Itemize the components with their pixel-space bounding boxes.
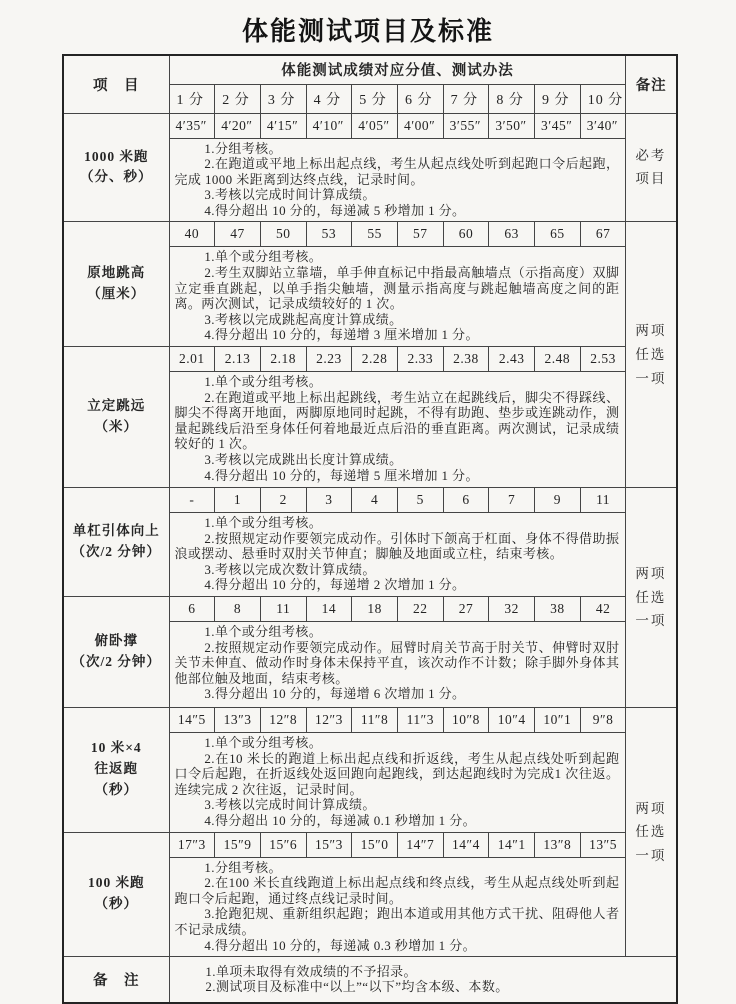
score-value: 4′15″ (260, 113, 306, 138)
method-step: 2.按照规定动作要领完成动作。屈臂时肩关节高于肘关节、伸臂时双肘关节未伸直、做动作时身体未保持平直，该次动作不计数；除手脚外身体其他部位触及地面，结束考核。 (174, 639, 620, 686)
method-step: 1.分组考核。 (204, 140, 282, 156)
score-value: 60 (443, 222, 489, 247)
remark-required-item (626, 113, 677, 222)
score-value: 13″3 (215, 708, 261, 733)
score-value: 11 (580, 488, 626, 513)
score-value: 47 (215, 222, 261, 247)
item-column-header: 项 目 (63, 55, 169, 113)
score-col-header: 10 分 (580, 84, 626, 113)
test-method-shuttle-run (169, 733, 626, 833)
score-value: 4′10″ (306, 113, 352, 138)
score-value: 27 (443, 597, 489, 622)
score-value: 14″5 (169, 708, 215, 733)
score-value: 10″8 (443, 708, 489, 733)
score-col-header: 5 分 (352, 84, 398, 113)
score-value: 14″4 (443, 832, 489, 857)
item-label-standing-long-jump (63, 347, 169, 488)
score-value: 3 (306, 488, 352, 513)
score-value: 3′55″ (443, 113, 489, 138)
score-col-header: 7 分 (443, 84, 489, 113)
score-value: 2.48 (535, 347, 581, 372)
score-value: 6 (169, 597, 215, 622)
method-step: 3.考核以完成时间计算成绩。 (204, 187, 376, 203)
score-value: 2.43 (489, 347, 535, 372)
item-unit: （秒） (94, 782, 138, 798)
score-value: 55 (352, 222, 398, 247)
score-value: 67 (580, 222, 626, 247)
score-value: 2.13 (215, 347, 261, 372)
score-value: 2.28 (352, 347, 398, 372)
score-value: 12″3 (306, 708, 352, 733)
item-label-100m-run (63, 832, 169, 957)
values-row-push-ups (63, 597, 677, 622)
remark-choose-one-of-two (626, 488, 677, 708)
method-step: 3.考核以完成时间计算成绩。 (204, 797, 376, 813)
item-name: 往返跑 (94, 761, 138, 777)
item-name: 原地跳高 (87, 265, 146, 281)
footer-note: 1.单项未取得有效成绩的不予招录。 (205, 963, 417, 979)
values-row-pull-ups (63, 488, 677, 513)
footer-note: 2.测试项目及标准中“以上”“以下”均含本级、本数。 (205, 979, 509, 995)
score-value: 14 (306, 597, 352, 622)
test-method-push-ups (169, 622, 626, 708)
score-value: 4′05″ (352, 113, 398, 138)
score-col-header: 6 分 (397, 84, 443, 113)
remark-text: 两项任选一项 (635, 800, 667, 863)
values-row-100m (63, 832, 677, 857)
score-value: 32 (489, 597, 535, 622)
item-unit: （米） (94, 419, 138, 435)
item-name: 立定跳远 (87, 398, 146, 414)
method-step: 2.在跑道或平地上标出起点线，考生从起点线处听到起跑口令后起跑，完成 1000 米距离到达终点线，记录时间。 (174, 156, 620, 187)
method-step: 4.得分超出 10 分的，每递增 2 次增加 1 分。 (204, 577, 466, 593)
score-value: 4 (352, 488, 398, 513)
score-col-header: 3 分 (260, 84, 306, 113)
footer-remark-row (63, 957, 677, 1003)
method-step: 2.考生双脚站立靠墙，单手伸直标记中指最高触墙点（示指高度）双脚立定垂直跳起，以单手指尖触墙，测量示指高度与跳起触墙高度之间的距离。两次测试，记录成绩较好的 1 次。 (174, 265, 620, 312)
header-row-1 (63, 55, 677, 84)
item-label-shuttle-run (63, 708, 169, 833)
score-value: 53 (306, 222, 352, 247)
score-value: 14″1 (489, 832, 535, 857)
item-unit: （厘米） (87, 286, 146, 302)
item-label-1000m-run (63, 113, 169, 222)
item-unit: （秒） (94, 896, 138, 912)
score-value: 11″3 (397, 708, 443, 733)
score-value: 10″4 (489, 708, 535, 733)
remark-text: 必考项目 (635, 147, 667, 187)
method-step: 4.得分超出 10 分的，每递减 0.1 秒增加 1 分。 (204, 812, 476, 828)
method-step: 1.单个或分组考核。 (204, 515, 323, 531)
score-value: 15″0 (352, 832, 398, 857)
score-value: 1 (215, 488, 261, 513)
item-label-push-ups (63, 597, 169, 708)
score-value: 3′45″ (535, 113, 581, 138)
method-step: 4.得分超出 10 分的，每递减 0.3 秒增加 1 分。 (204, 937, 476, 953)
score-value: 7 (489, 488, 535, 513)
method-step: 3.抢跑犯规、重新组织起跑；跑出本道或用其他方式干扰、阻碍他人者不记录成绩。 (174, 906, 620, 937)
values-row-long-jump (63, 347, 677, 372)
score-col-header: 8 分 (489, 84, 535, 113)
item-label-standing-high-jump (63, 222, 169, 347)
test-method-high-jump (169, 247, 626, 347)
score-value: 42 (580, 597, 626, 622)
method-step: 1.单个或分组考核。 (204, 249, 323, 265)
score-col-header: 2 分 (215, 84, 261, 113)
values-row-shuttle-run (63, 708, 677, 733)
item-unit: （次/2 分钟） (71, 544, 161, 560)
score-col-header: 9 分 (535, 84, 581, 113)
method-step: 2.在10 米长的跑道上标出起点线和折返线，考生从起点线处听到起跑口令后起跑，在折返线处返回跑向起跑线，到达起跑线时为完成1 次往返。连续完成 2 次往返，记录时间。 (174, 750, 620, 797)
score-value: 5 (397, 488, 443, 513)
remark-text: 两项任选一项 (635, 566, 667, 629)
score-value: 8 (215, 597, 261, 622)
item-name: 单杠引体向上 (72, 523, 160, 539)
page-title: 体能测试项目及标准 (241, 16, 494, 46)
score-value: 13″5 (580, 832, 626, 857)
item-label-pull-ups (63, 488, 169, 597)
score-value: 2.23 (306, 347, 352, 372)
score-value: 50 (260, 222, 306, 247)
values-row-1000m (63, 113, 677, 138)
test-method-long-jump (169, 372, 626, 488)
score-value: 15″3 (306, 832, 352, 857)
score-value: 14″7 (397, 832, 443, 857)
score-value: 57 (397, 222, 443, 247)
remark-choose-one-of-two (626, 222, 677, 488)
method-step: 2.按照规定动作要领完成动作。引体时下颌高于杠面、身体不得借助振浪或摆动、悬垂时双肘关节伸直；脚触及地面或立柱，结束考核。 (174, 530, 620, 562)
score-value: 18 (352, 597, 398, 622)
score-value: - (169, 488, 215, 513)
method-step: 2.在100 米长直线跑道上标出起点线和终点线，考生从起点线处听到起跑口令后起跑，通过终点线记录时间。 (174, 875, 620, 906)
method-step: 2.在跑道或平地上标出起跳线，考生站立在起跳线后，脚尖不得踩线、脚尖不得离开地面，两脚原地同时起跳，不得有助跑、垫步或连跳动作，测量起跳线后沿至身体任何着地最近点后沿的垂直距离。两次测试，记录成绩较好的 1 次。 (174, 389, 620, 452)
method-step: 1.分组考核。 (204, 859, 282, 875)
score-value: 40 (169, 222, 215, 247)
score-value: 38 (535, 597, 581, 622)
method-step: 1.单个或分组考核。 (204, 735, 323, 750)
method-step: 3.考核以完成跳起高度计算成绩。 (204, 311, 403, 327)
score-value: 63 (489, 222, 535, 247)
item-unit: （分、秒） (80, 169, 153, 185)
score-value: 9 (535, 488, 581, 513)
method-step: 1.单个或分组考核。 (204, 624, 323, 639)
score-value: 11 (260, 597, 306, 622)
score-value: 4′35″ (169, 113, 215, 138)
score-value: 9″8 (580, 708, 626, 733)
remark-choose-one-of-two (626, 708, 677, 957)
test-method-100m (169, 857, 626, 957)
values-row-high-jump (63, 222, 677, 247)
score-value: 4′20″ (215, 113, 261, 138)
item-name: 100 米跑 (87, 875, 145, 891)
item-name: 10 米×4 (90, 740, 142, 756)
method-step: 4.得分超出 10 分的，每递增 3 厘米增加 1 分。 (204, 327, 479, 343)
method-step: 4.得分超出 10 分的，每递减 5 秒增加 1 分。 (204, 202, 466, 218)
method-step: 3.得分超出 10 分的，每递增 6 次增加 1 分。 (204, 686, 466, 702)
score-value: 3′50″ (489, 113, 535, 138)
scores-title-header: 体能测试成绩对应分值、测试办法 (169, 55, 626, 84)
fitness-standards-table (62, 54, 678, 1004)
test-method-pull-ups (169, 513, 626, 597)
method-step: 1.单个或分组考核。 (204, 374, 323, 390)
item-unit: （次/2 分钟） (71, 654, 161, 669)
score-value: 2.53 (580, 347, 626, 372)
score-col-header: 4 分 (306, 84, 352, 113)
score-value: 12″8 (260, 708, 306, 733)
method-step: 3.考核以完成跳出长度计算成绩。 (204, 452, 403, 467)
score-value: 3′40″ (580, 113, 626, 138)
score-value: 11″8 (352, 708, 398, 733)
footer-remark-label: 备 注 (63, 957, 169, 1003)
score-value: 2.38 (443, 347, 489, 372)
score-value: 6 (443, 488, 489, 513)
test-method-1000m (169, 138, 626, 222)
item-name: 俯卧撑 (94, 633, 138, 649)
remark-text: 两项任选一项 (635, 323, 667, 386)
score-value: 10″1 (535, 708, 581, 733)
score-value: 65 (535, 222, 581, 247)
score-value: 17″3 (169, 832, 215, 857)
score-value: 2.33 (397, 347, 443, 372)
method-step: 3.考核以完成次数计算成绩。 (204, 561, 376, 577)
score-col-header: 1 分 (169, 84, 215, 113)
score-value: 2 (260, 488, 306, 513)
score-value: 2.01 (169, 347, 215, 372)
score-value: 2.18 (260, 347, 306, 372)
score-value: 22 (397, 597, 443, 622)
method-step: 4.得分超出 10 分的，每递增 5 厘米增加 1 分。 (204, 467, 479, 483)
score-value: 4′00″ (397, 113, 443, 138)
score-value: 13″8 (535, 832, 581, 857)
score-value: 15″6 (260, 832, 306, 857)
score-value: 15″9 (215, 832, 261, 857)
footer-notes (169, 957, 677, 1003)
item-name: 1000 米跑 (84, 148, 149, 164)
remark-column-header: 备注 (626, 55, 677, 113)
